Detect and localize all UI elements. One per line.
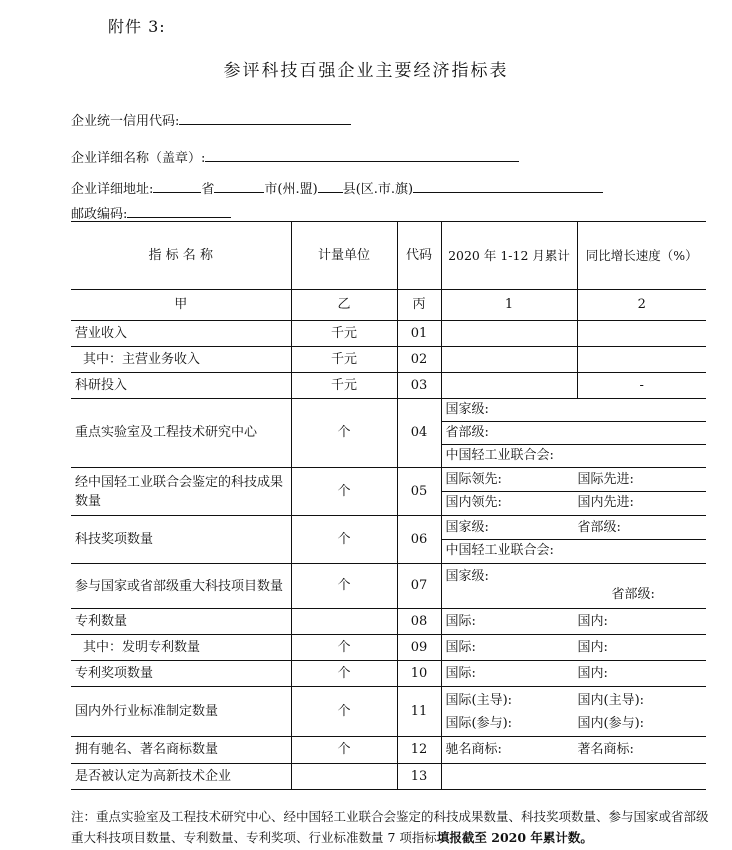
detail-cell[interactable] [441,635,706,661]
row-name: 科技奖项数量 [71,516,291,564]
table-row [71,564,706,609]
table-row [71,609,706,635]
cumulative-cell[interactable] [441,373,577,399]
row-code: 01 [397,321,441,347]
index-cell: 乙 [291,290,397,321]
row-unit: 个 [291,468,397,516]
detail-line: 中国轻工业联合会: [445,448,554,463]
credit-code-field[interactable] [179,112,351,125]
row-unit [291,764,397,790]
detail-right: 国内: [577,639,608,655]
detail-left: 国家级: [445,569,489,584]
postal-row [71,203,231,222]
row-unit: 千元 [291,373,397,399]
row-code: 11 [397,687,441,737]
detail-line: 中国轻工业联合会: [445,543,554,558]
table-row [71,399,706,468]
table-row [71,373,706,399]
growth-cell[interactable] [577,321,706,347]
city-suffix: 市(州.盟) [264,182,318,197]
row-code: 06 [397,516,441,564]
header-code: 代码 [397,222,441,290]
detail-right: 国内: [577,613,608,629]
row-code: 02 [397,347,441,373]
table-row [71,516,706,564]
header-name: 指 标 名 称 [71,222,291,290]
detail-right: 著名商标: [577,742,634,757]
row-code: 08 [397,609,441,635]
table-row [71,635,706,661]
row-name: 专利数量 [71,609,291,635]
row-name: 其中：主营业务收入 [71,347,291,373]
detail-right: 省部级: [611,587,655,602]
detail-left: 驰名商标: [445,742,502,757]
row-code: 09 [397,635,441,661]
detail-cell[interactable] [441,764,706,790]
row-code: 13 [397,764,441,790]
row-name: 参与国家或省部级重大科技项目数量 [71,564,291,609]
table-row [71,468,706,516]
index-cell: 1 [441,290,577,321]
index-cell: 2 [577,290,706,321]
province-suffix: 省 [201,182,215,197]
full-name-field[interactable] [205,149,519,162]
table-row [71,764,706,790]
row-unit: 千元 [291,321,397,347]
growth-cell[interactable]: - [577,373,706,399]
row-name: 科研投入 [71,373,291,399]
index-cell: 甲 [71,290,291,321]
detail-cell[interactable] [441,399,706,468]
table-row [71,321,706,347]
index-cell: 丙 [397,290,441,321]
postal-label: 邮政编码: [71,207,128,222]
detail-line [442,492,707,514]
row-unit: 个 [291,399,397,468]
index-row [71,290,706,321]
detail-right: 国内(主导): [577,692,645,708]
address-county-field[interactable] [318,180,343,193]
indicator-table [71,221,706,790]
detail-left: 国内领先: [445,495,502,510]
row-code: 04 [397,399,441,468]
row-unit: 个 [291,737,397,764]
row-name: 专利奖项数量 [71,661,291,687]
row-unit [291,609,397,635]
row-code: 07 [397,564,441,609]
full-name-row [71,147,519,166]
detail-left: 国际: [445,639,476,655]
detail-right: 国际先进: [577,472,634,487]
detail-left: 国际领先: [445,472,502,487]
detail-cell[interactable] [441,737,706,764]
row-unit: 个 [291,635,397,661]
detail-cell[interactable] [441,609,706,635]
detail-cell[interactable] [441,687,706,737]
page-title: 参评科技百强企业主要经济指标表 [223,61,509,81]
address-province-field[interactable] [153,180,201,193]
row-code: 12 [397,737,441,764]
county-suffix: 县(区.市.旗) [342,182,414,197]
detail-cell[interactable] [441,661,706,687]
footnote [71,806,711,848]
row-unit: 个 [291,661,397,687]
detail-cell[interactable] [441,564,706,609]
detail-right: 国内: [577,665,608,681]
detail-left: 国家级: [445,520,489,535]
detail-right: 省部级: [577,520,621,535]
detail-line: 省部级: [442,422,707,445]
footnote-text: 注：重点实验室及工程技术研究中心、经中国轻工业联合会鉴定的科技成果数量、科技奖项数量、参与国家或省部级重大科技项目数量、专利数量、专利奖项、行业标准数量 7 项指标 [71,809,709,845]
cumulative-cell[interactable] [441,321,577,347]
full-name-label: 企业详细名称（盖章）: [71,151,206,166]
detail-left: 国际(主导): [445,692,513,708]
postal-field[interactable] [127,205,231,218]
header-growth: 同比增长速度（%） [577,222,706,290]
table-row [71,687,706,737]
table-row [71,661,706,687]
row-code: 03 [397,373,441,399]
detail-right: 国内先进: [577,495,634,510]
detail-line: 国家级: [442,399,707,422]
attachment-label: 附件 3: [108,17,166,36]
row-name: 国内外行业标准制定数量 [71,687,291,737]
header-unit: 计量单位 [291,222,397,290]
growth-cell[interactable] [577,347,706,373]
address-label: 企业详细地址: [71,182,154,197]
cumulative-cell[interactable] [441,347,577,373]
detail-left: 国际: [445,665,476,681]
row-unit: 千元 [291,347,397,373]
row-name: 拥有驰名、著名商标数量 [71,737,291,764]
detail-left: 国际: [445,613,476,629]
row-name: 营业收入 [71,321,291,347]
detail-left: 国际(参与): [445,715,513,731]
table-row [71,347,706,373]
row-code: 05 [397,468,441,516]
table-row [71,737,706,764]
row-name: 其中：发明专利数量 [71,635,291,661]
row-unit: 个 [291,516,397,564]
row-unit: 个 [291,564,397,609]
row-code: 10 [397,661,441,687]
detail-line [442,517,707,540]
footnote-emphasis: 填报截至 2020 年累计数。 [436,830,593,845]
credit-code-label: 企业统一信用代码: [71,114,180,129]
address-row [71,178,603,197]
detail-right: 国内(参与): [577,715,645,731]
detail-cell[interactable] [441,468,706,516]
row-name: 是否被认定为高新技术企业 [71,764,291,790]
row-name: 重点实验室及工程技术研究中心 [71,399,291,468]
row-name: 经中国轻工业联合会鉴定的科技成果数量 [71,468,291,516]
row-unit: 个 [291,687,397,737]
header-cumulative: 2020 年 1-12 月累计 [441,222,577,290]
table-header-row [71,222,706,290]
credit-code-row [71,110,351,129]
detail-cell[interactable] [441,516,706,564]
address-city-field[interactable] [214,180,264,193]
address-detail-field[interactable] [413,180,603,193]
detail-line [442,469,707,492]
